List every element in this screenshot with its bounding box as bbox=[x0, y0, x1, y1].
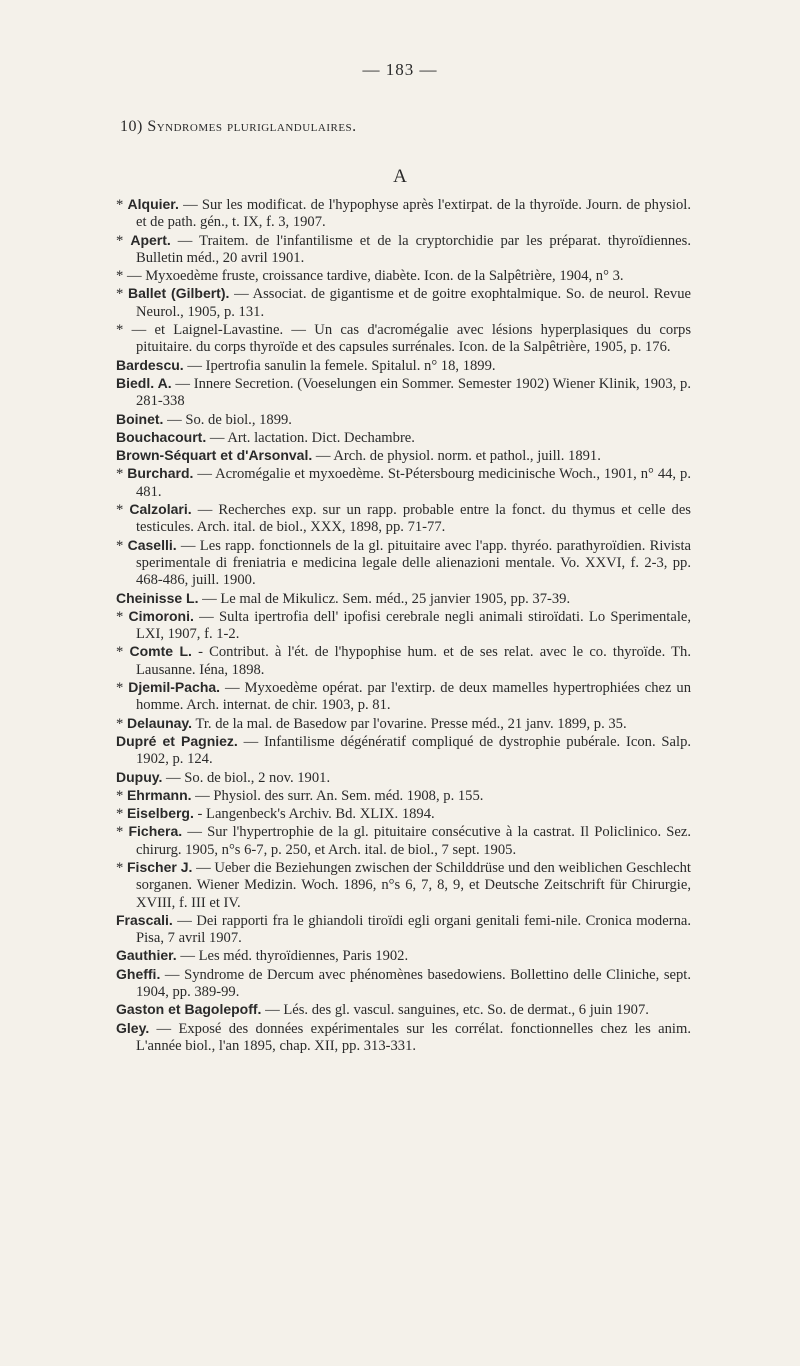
bibliography-entry bbox=[116, 787, 691, 805]
entry-author: Frascali. bbox=[116, 911, 173, 928]
entry-author: Cimoroni. bbox=[128, 607, 194, 624]
entry-marker: * bbox=[116, 806, 124, 823]
page-number: — 183 — bbox=[362, 60, 438, 79]
entry-marker: * bbox=[116, 608, 124, 625]
entry-text: — Dei rapporti fra le ghiandoli tiroïdi egli organi genitali femi-nile. Cronica moderna. Pisa, 7 avril 1907. bbox=[136, 912, 691, 947]
entry-author: Gley. bbox=[116, 1019, 150, 1036]
entry-author: Caselli. bbox=[127, 536, 177, 553]
entry-marker: * bbox=[116, 466, 124, 483]
bibliography-entry bbox=[116, 643, 691, 679]
bibliography-entry bbox=[116, 715, 691, 733]
bibliography-entry bbox=[116, 267, 691, 285]
entry-text: — Le mal de Mikulicz. Sem. méd., 25 janvier 1905, pp. 37-39. bbox=[198, 590, 571, 607]
bibliography-entry bbox=[116, 357, 691, 375]
bibliography-entry bbox=[116, 465, 691, 501]
section-number: 10) bbox=[120, 118, 143, 135]
entry-marker: * bbox=[116, 680, 124, 697]
bibliography-entry bbox=[116, 411, 691, 429]
entry-text: — Myxoedème fruste, croissance tardive, diabète. Icon. de la Salpêtrière, 1904, n° 3. bbox=[126, 268, 624, 285]
entry-text: — Arch. de physiol. norm. et pathol., juill. 1891. bbox=[312, 448, 601, 465]
bibliography-entry bbox=[116, 375, 691, 411]
entry-text: — Lés. des gl. vascul. sanguines, etc. So. de dermat., 6 juin 1907. bbox=[261, 1002, 649, 1019]
entry-text: Tr. de la mal. de Basedow par l'ovarine. Presse méd., 21 janv. 1899, p. 35. bbox=[192, 715, 627, 732]
entry-author: Burchard. bbox=[127, 465, 194, 482]
entry-author: Gauthier. bbox=[116, 947, 177, 964]
bibliography-entry bbox=[116, 590, 691, 608]
entry-text: — Innere Secretion. (Voeselungen ein Sommer. Semester 1902) Wiener Klinik, 1903, p. 281-338 bbox=[136, 375, 691, 410]
entry-author: Dupré et Pagniez. bbox=[116, 732, 238, 749]
entry-author: Bouchacourt. bbox=[116, 428, 207, 445]
bibliography-entry bbox=[116, 1001, 691, 1019]
entry-text: — Recherches exp. sur un rapp. probable entre la fonct. du thymus et celle des testicules. Arch. ital. de biol., XXX, 1898, pp. 71-77. bbox=[136, 502, 691, 536]
entry-text: — Les méd. thyroïdiennes, Paris 1902. bbox=[176, 948, 409, 965]
entry-author: Fischer J. bbox=[127, 858, 193, 875]
entry-text: — Sur l'hypertrophie de la gl. pituitaire consécutive à la castrat. Il Policlinico. Sez. chirurg. 1905, n°s 6-7, p. 250, et Arch. ital. de biol., 7 sept. 1905. bbox=[136, 824, 691, 858]
bibliography-entry bbox=[116, 447, 691, 465]
bibliography-entry bbox=[116, 769, 691, 787]
section-title: Syndromes pluriglandulaires. bbox=[147, 118, 357, 135]
entry-author: Boinet. bbox=[116, 410, 164, 427]
entry-marker: * bbox=[116, 268, 124, 285]
entry-author: Biedl. A. bbox=[116, 374, 172, 391]
entry-author: Ballet (Gilbert). bbox=[128, 285, 230, 302]
entry-author: Gheffi. bbox=[116, 965, 161, 982]
entry-marker: * bbox=[116, 502, 124, 519]
bibliography-entry bbox=[116, 537, 691, 590]
bibliography-entry bbox=[116, 429, 691, 447]
entry-text: — Traitem. de l'infantilisme et de la cryptorchidie par les préparat. thyroïdiennes. Bulletin méd., 20 avril 1901. bbox=[136, 232, 691, 266]
bibliography-entry bbox=[116, 285, 691, 321]
entry-text: — Ipertrofia sanulin la femele. Spitalul. n° 18, 1899. bbox=[183, 357, 496, 374]
entry-text: — Art. lactation. Dict. Dechambre. bbox=[206, 429, 415, 446]
entry-author: Brown-Séquart et d'Arsonval. bbox=[116, 447, 313, 464]
entry-author: Bardescu. bbox=[116, 356, 184, 373]
entry-author: Eiselberg. bbox=[126, 805, 194, 822]
entry-text: — So. de biol., 2 nov. 1901. bbox=[162, 769, 331, 786]
entry-author: Comte L. bbox=[129, 643, 192, 660]
entry-marker: * bbox=[116, 286, 124, 303]
entry-marker: * bbox=[116, 859, 124, 876]
bibliography-entry bbox=[116, 1020, 691, 1056]
entry-text: - Langenbeck's Archiv. Bd. XLIX. 1894. bbox=[193, 806, 435, 823]
bibliography-list bbox=[116, 196, 691, 1055]
bibliography-entry bbox=[116, 912, 691, 948]
entry-text: - Contribut. à l'ét. de l'hypophise hum. et de ses relat. avec le co. thyroïde. Th. Lausanne. Iéna, 1898. bbox=[136, 644, 691, 678]
entry-marker: * bbox=[116, 232, 124, 249]
entry-text: — Associat. de gigantisme et de goitre exophtalmique. So. de neurol. Revue Neurol., 1905, p. 131. bbox=[136, 286, 691, 320]
entry-text: — Sulta ipertrofia dell' ipofisi cerebrale negli animali stiroïdati. Lo Sperimentale, LXI, 1907, f. 1-2. bbox=[136, 608, 691, 643]
entry-text: — et Laignel-Lavastine. — Un cas d'acromégalie avec lésions hyperplasiques du corps pituitaire. du corps thyroïde et des capsules surrénales. Icon. de la Salpêtrière, 1905, p. 176. bbox=[131, 322, 691, 356]
entry-author: Cheinisse L. bbox=[116, 589, 199, 606]
entry-text: — Acromégalie et myxoedème. St-Pétersbourg medicinische Woch., 1901, n° 44, p. 481. bbox=[136, 466, 691, 500]
entry-marker: * bbox=[116, 824, 124, 841]
entry-author: Dupuy. bbox=[116, 768, 163, 785]
entry-marker: * bbox=[116, 197, 124, 213]
entry-marker: * bbox=[116, 644, 124, 661]
bibliography-entry bbox=[116, 733, 691, 769]
bibliography-entry bbox=[116, 196, 691, 232]
bibliography-entry bbox=[116, 501, 691, 537]
entry-text: — Les rapp. fonctionnels de la gl. pituitaire avec l'app. thyréo. parathyroïdien. Rivista sperimentale di freniatria e medicina legale delle alienazioni mentale. Vo. XXVI, f. 2-3, pp. 468-486, juill. 1900. bbox=[136, 537, 691, 589]
entry-author: Calzolari. bbox=[129, 501, 192, 518]
bibliography-entry bbox=[116, 232, 691, 268]
bibliography-entry bbox=[116, 805, 691, 823]
bibliography-entry bbox=[116, 966, 691, 1002]
bibliography-entry bbox=[116, 679, 691, 715]
bibliography-entry bbox=[116, 608, 691, 644]
entry-author: Ehrmann. bbox=[126, 786, 192, 803]
bibliography-entry bbox=[116, 321, 691, 357]
entry-text: — So. de biol., 1899. bbox=[163, 411, 292, 428]
entry-text: — Myxoedème opérat. par l'extirp. de deux mamelles hypertrophiées chez un homme. Arch. internat. de chir. 1903, p. 81. bbox=[136, 680, 692, 714]
section-heading bbox=[120, 118, 357, 136]
entry-text: — Syndrome de Dercum avec phénomènes basedowiens. Bollettino delle Cliniche, sept. 1904, pp. 389-99. bbox=[136, 966, 691, 1001]
entry-text: — Physiol. des surr. An. Sem. méd. 1908, p. 155. bbox=[191, 787, 484, 804]
entry-text: — Ueber die Beziehungen zwischen der Schilddrüse und den weiblichen Geschlecht sorganen. Wiener Medizin. Woch. 1896, n°s 6, 7, 8, 9, et Deutsche Zeitschrift für Chirurgie, XVIII, f. III et IV. bbox=[136, 859, 691, 911]
bibliography-entry bbox=[116, 859, 691, 912]
entry-text: — Infantilisme dégénératif compliqué de dystrophie pubérale. Icon. Salp. 1902, p. 124. bbox=[136, 733, 692, 768]
entry-marker: * bbox=[116, 787, 124, 804]
entry-marker: * bbox=[116, 715, 124, 732]
entry-author: Apert. bbox=[130, 231, 171, 248]
entry-author: Fichera. bbox=[128, 823, 183, 840]
entry-author: Gaston et Bagolepoff. bbox=[116, 1001, 262, 1018]
alphabet-letter-heading: A bbox=[393, 166, 407, 187]
entry-marker: * bbox=[116, 537, 124, 554]
entry-author: Delaunay. bbox=[126, 714, 193, 731]
entry-text: — Exposé des données expérimentales sur les corrélat. fonctionnelles chez les anim. L'année biol., l'an 1895, chap. XII, pp. 313-331. bbox=[136, 1020, 691, 1054]
bibliography-entry bbox=[116, 947, 691, 965]
entry-marker: * bbox=[116, 322, 124, 339]
entry-author: Djemil-Pacha. bbox=[128, 679, 221, 696]
entry-text: — Sur les modificat. de l'hypophyse après l'extirpat. de la thyroïde. Journ. de physiol. et de path. gén., t. IX, f. 3, 1907. bbox=[136, 197, 691, 231]
entry-author: Alquier. bbox=[127, 196, 179, 212]
bibliography-entry bbox=[116, 823, 691, 859]
